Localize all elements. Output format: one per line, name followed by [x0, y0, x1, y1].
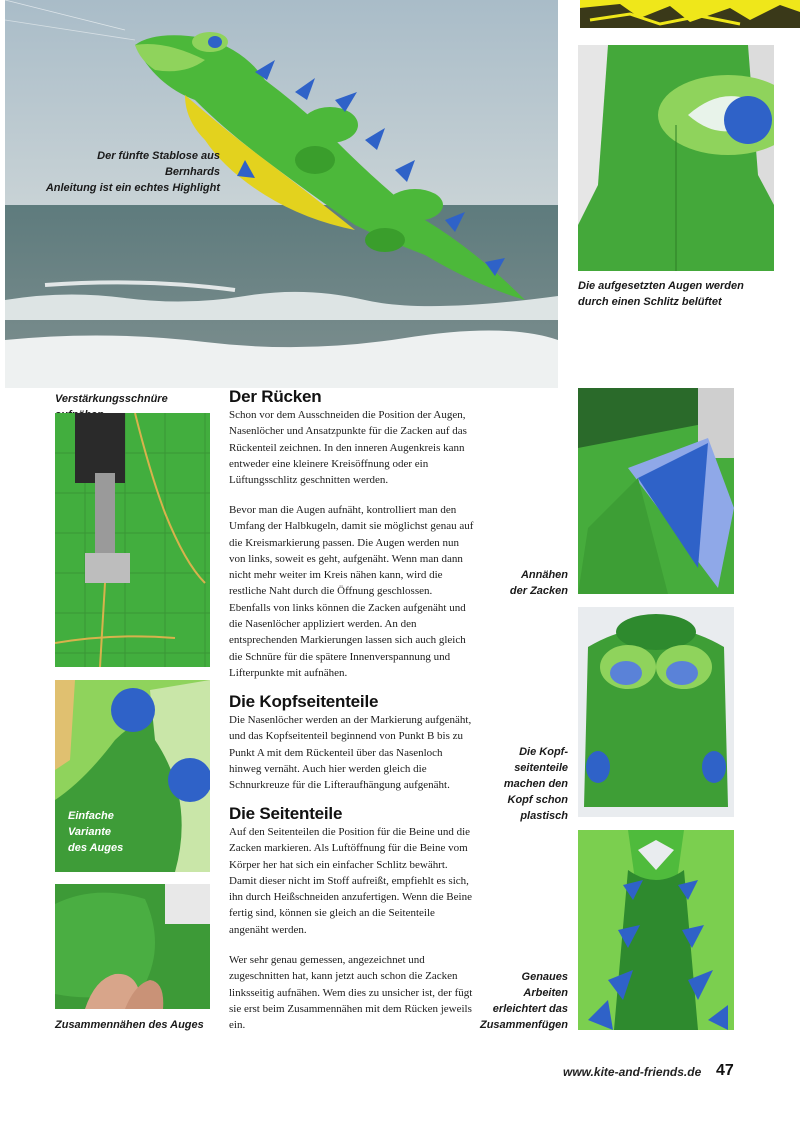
assembly-caption [468, 969, 568, 1033]
reinforcement-caption: Verstärkungsschnüre [55, 393, 168, 405]
paragraph-seitenteile-1: Auf den Seitenteilen die Position für die Beine und die Zacken markieren. Als Luftöffnung für die Beine vom Körper her hat sich ein einfacher Schlitz bewährt. Damit dieser nicht im Stoff aufreißt, empfiehlt es sich, ihn durch Heißschneiden anzufertigen. Wenn die Beine fertig sind, können sie gleich an die Seitenteile angenäht werden. [229, 826, 472, 936]
heading-seitenteile: Die Seitenteile [229, 804, 343, 823]
head-sides-caption-line-2: seitenteile [514, 762, 568, 774]
header-banner-image [580, 0, 800, 28]
sewing-machine-photo [55, 413, 210, 667]
assembly-caption-line-1: Genaues [521, 971, 568, 983]
hero-caption [40, 148, 220, 196]
heading-kopfseitenteile: Die Kopfseitenteile [229, 692, 379, 711]
eye-back-caption [578, 278, 778, 310]
paragraph-ruecken-2: Bevor man die Augen aufnäht, kontrolliert man den Umfang der Halbkugeln, damit sie möglichst genau auf die Kreismarkierung passen. Die Augen werden nun von links, soweit es geht, aufgenäht. Wenn man dann nicht mehr weiter im Kreis nähen kann, wird die restliche Naht durch die Öffnung geschlossen. Ebenfalls von links können die Zacken aufgenäht und die Nasenlöcher appliziert werden. An den entsprechenden Markierungen lassen sich auch gleich die Schnüre für die spätere Innenverspannung und Lifterpunkte mit aufnähen. [229, 504, 474, 679]
head-sides-caption-line-3: machen den [503, 778, 568, 790]
head-sides-photo [578, 607, 734, 817]
hero-caption-line-2: Anleitung ist ein echtes Highlight [45, 182, 220, 194]
simple-eye-caption-line-3: des Auges [68, 842, 124, 854]
footer-url[interactable]: www.kite-and-friends.de [563, 1065, 702, 1079]
paragraph-ruecken-1: Schon vor dem Ausschneiden die Position der Augen, Nasenlöcher und Ansatzpunkte für die Zacken auf das Rückenteil zeichnen. In den inneren Augenkreis kann entweder eine kleinere Kreisöffnung oder ein Lüftungsschlitz geschnitten werden. [229, 409, 467, 487]
assembly-caption-line-4: Zusammenfügen [479, 1019, 568, 1031]
page-number: 47 [716, 1062, 734, 1079]
head-sides-caption-line-5: plastisch [520, 810, 568, 822]
assembly-caption-line-2: Arbeiten [523, 987, 568, 999]
head-sides-caption-line-1: Die Kopf- [519, 746, 568, 758]
simple-eye-caption-line-1: Einfache [68, 810, 114, 822]
spikes-caption-line-1: Annähen [520, 569, 568, 581]
spikes-sewing-photo [578, 388, 734, 594]
eye-back-photo [578, 45, 774, 271]
paragraph-kopfseitenteile: Die Nasenlöcher werden an der Markierung aufgenäht, und das Kopfseitenteil beginnend von Punkt B bis zu Punkt A mit dem Rückenteil über das Nasenloch hinweg vernäht. Auch hier werden gleich die Schnurkreuze für die Lifteraufhängung aufgenäht. [229, 714, 472, 792]
sewing-eye-photo [55, 884, 210, 1009]
spikes-caption-line-2: der Zacken [509, 585, 568, 597]
eye-back-caption-line-2: durch einen Schlitz belüftet [578, 296, 722, 308]
assembly-photo [578, 830, 734, 1030]
simple-eye-caption-line-2: Variante [68, 826, 112, 838]
spikes-caption [478, 567, 568, 599]
sewing-eye-caption: Zusammennähen des Auges [55, 1019, 204, 1031]
heading-ruecken: Der Rücken [229, 387, 322, 406]
simple-eye-caption [68, 808, 168, 856]
head-sides-caption [478, 744, 568, 824]
paragraph-seitenteile-2: Wer sehr genau gemessen, angezeichnet und zugeschnitten hat, kann jetzt auch schon die Zacken linksseitig aufnähen. Wem dies zu unsicher ist, der fügt sie erst beim Zusammennähen mit dem Rücken jeweils ein. [229, 954, 473, 1032]
hero-caption-line-1: Der fünfte Stablose aus Bernhards [97, 150, 220, 178]
assembly-caption-line-3: erleichtert das [492, 1003, 568, 1015]
eye-back-caption-line-1: Die aufgesetzten Augen werden [578, 280, 744, 292]
head-sides-caption-line-4: Kopf schon [507, 794, 568, 806]
